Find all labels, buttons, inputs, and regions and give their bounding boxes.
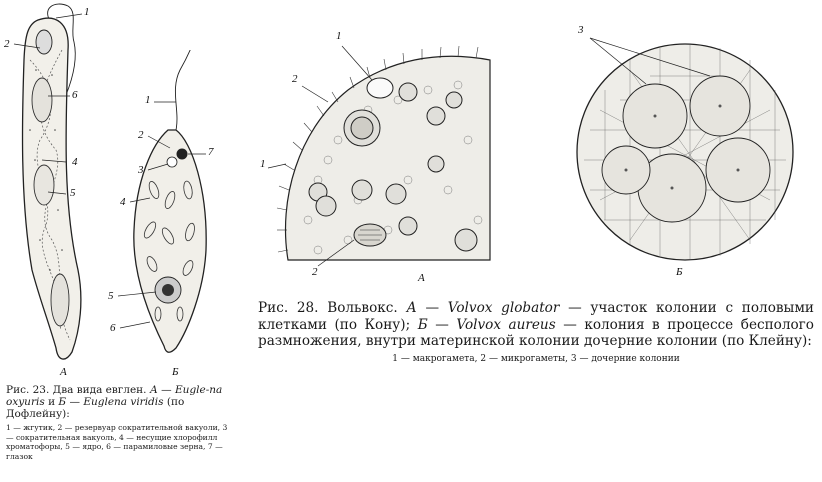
figure-28-caption-title: Рис. 28. Вольвокс. А — Volvox globator — участок колонии с половыми клетками (по Кону); Б — Volvox aureus — колония в процессе бесполого размножения, внутри материнской колонии дочерние колонии (по Клейну): bbox=[258, 300, 814, 349]
label-28a-a: А bbox=[418, 272, 425, 284]
label-28b-3: 3 bbox=[578, 24, 584, 36]
caption-23-and: и bbox=[48, 396, 56, 408]
caption-28-a-desc: — участок колонии с половыми клетками (по Кону); bbox=[258, 300, 814, 333]
caption-23-a-letter: А bbox=[149, 384, 158, 396]
label-28a-2b: 2 bbox=[312, 266, 318, 278]
label-28a-2: 2 bbox=[292, 73, 298, 85]
figure-28-caption bbox=[258, 300, 814, 365]
label-23a-6: 6 bbox=[72, 89, 78, 101]
label-23b-3: 3 bbox=[138, 164, 144, 176]
label-23b-7: 7 bbox=[208, 146, 214, 158]
label-23b-5: 5 bbox=[108, 290, 114, 302]
figure-23-legend: 1 — жгутик, 2 — резервуар сократительной вакуоли, 3 — сократительная вакуоль, 4 — несущие хлорофилл хроматофоры, 5 — ядро, 6 — парамиловые зерна, 7 — глазок bbox=[6, 423, 228, 461]
label-23b-b: Б bbox=[172, 366, 179, 378]
label-28b-b: Б bbox=[676, 266, 683, 278]
label-23a-5: 5 bbox=[70, 187, 76, 199]
euglena-viridis-drawing bbox=[110, 50, 230, 380]
label-28a-1b: 1 bbox=[260, 158, 266, 170]
label-23b-6: 6 bbox=[110, 322, 116, 334]
caption-23-source: (по Дофлейну): bbox=[6, 396, 185, 420]
caption-28-b-letter: Б bbox=[417, 316, 428, 333]
figure-23-caption bbox=[6, 384, 232, 461]
label-28a-1: 1 bbox=[336, 30, 342, 42]
label-23a-a: А bbox=[60, 366, 67, 378]
caption-23-prefix: Рис. 23. Два вида евглен. bbox=[6, 384, 147, 396]
caption-23-b-species: Euglena viridis bbox=[83, 396, 164, 408]
label-23b-1: 1 bbox=[145, 94, 151, 106]
caption-28-a-letter: А bbox=[406, 300, 417, 316]
caption-28-b-desc: — колония в процессе бесполого размножения, внутри материнской колонии дочерние колонии (по Клейну): bbox=[258, 316, 814, 349]
euglena-oxyuris-drawing bbox=[0, 0, 120, 380]
caption-28-prefix: Рис. 28. Вольвокс. bbox=[258, 300, 398, 316]
figure-23-caption-title: Рис. 23. Два вида евглен. А — Eugle-na oxyuris и Б — Euglena viridis (по Дофлейну): bbox=[6, 384, 223, 420]
label-23b-2: 2 bbox=[138, 129, 144, 141]
figure-28-legend: 1 — макрогамета, 2 — микрогаметы, 3 — дочерние колонии bbox=[392, 353, 680, 364]
caption-23-a-species: Eugle-na oxyuris bbox=[6, 384, 223, 408]
caption-28-a-species: Volvox globator bbox=[447, 300, 560, 316]
label-23b-4: 4 bbox=[120, 196, 126, 208]
volvox-aureus-drawing bbox=[560, 20, 810, 270]
label-23a-2: 2 bbox=[4, 38, 10, 50]
label-23a-1: 1 bbox=[84, 6, 90, 18]
label-23a-4: 4 bbox=[72, 156, 78, 168]
caption-23-b-letter: Б bbox=[58, 396, 67, 408]
caption-28-b-species: Volvox aureus bbox=[456, 316, 556, 333]
volvox-globator-drawing bbox=[258, 30, 498, 290]
